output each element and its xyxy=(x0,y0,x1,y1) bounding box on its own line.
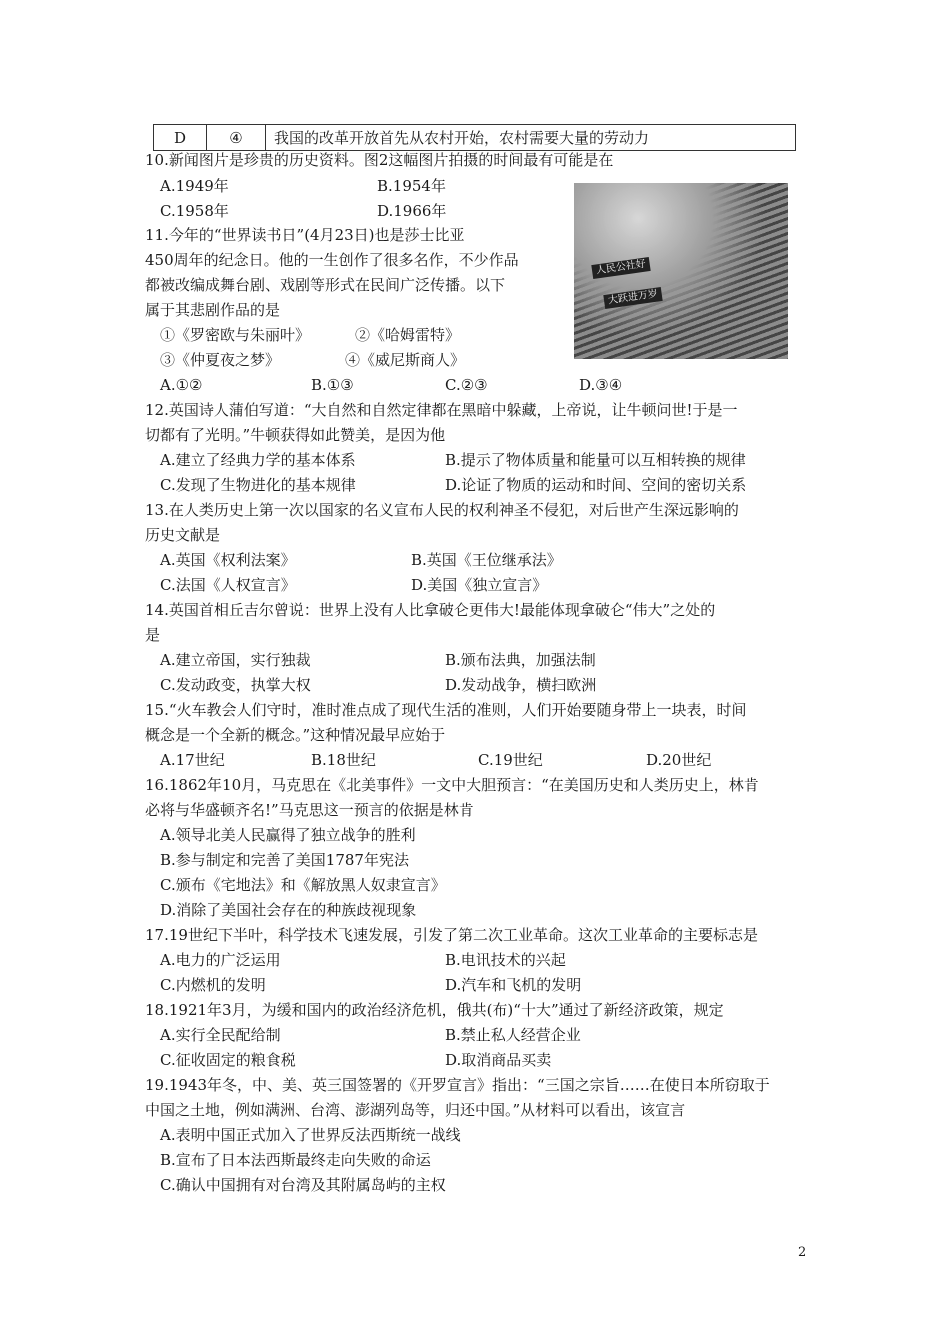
option-d: D.20世纪 xyxy=(646,751,712,769)
question-16-stem: 必将与华盛顿齐名!”马克思这一预言的依据是林肯 xyxy=(145,801,474,819)
option-d: D.消除了美国社会存在的种族歧视现象 xyxy=(160,901,417,919)
table-row xyxy=(154,125,796,151)
option-b: B.英国《王位继承法》 xyxy=(411,551,562,569)
question-19-stem: 19.1943年冬，中、美、英三国签署的《开罗宣言》指出：“三国之宗旨……在使日本所窃取于 xyxy=(145,1076,770,1094)
option-b: B.宣布了日本法西斯最终走向失败的命运 xyxy=(160,1151,431,1169)
question-13-stem: 13.在人类历史上第一次以国家的名义宣布人民的权利神圣不侵犯，对后世产生深远影响的 xyxy=(145,501,739,519)
option-d: D.美国《独立宣言》 xyxy=(411,576,548,594)
option-a: A.17世纪 xyxy=(160,751,225,769)
option-c: C.发现了生物进化的基本规律 xyxy=(160,476,356,494)
option-b: B.18世纪 xyxy=(311,751,376,769)
option-c: C.确认中国拥有对台湾及其附属岛屿的主权 xyxy=(160,1176,446,1194)
option-c: C.颁布《宅地法》和《解放黑人奴隶宣言》 xyxy=(160,876,446,894)
option-b: B.电讯技术的兴起 xyxy=(445,951,566,969)
option-b: B.①③ xyxy=(311,376,354,394)
option-a: A.建立帝国，实行独裁 xyxy=(160,651,311,669)
question-10-stem: 10.新闻图片是珍贵的历史资料。图2这幅图片拍摄的时间最有可能是在 xyxy=(145,151,614,169)
table-cell-text: 我国的改革开放首先从农村开始，农村需要大量的劳动力 xyxy=(266,125,796,151)
news-photo-figure-2 xyxy=(574,183,788,359)
choice-item: ③《仲夏夜之梦》 xyxy=(160,351,281,369)
option-d: D.③④ xyxy=(579,376,623,394)
option-a: A.建立了经典力学的基本体系 xyxy=(160,451,356,469)
question-11-stem: 450周年的纪念日。他的一生创作了很多名作，不少作品 xyxy=(145,251,519,269)
option-a: A.①② xyxy=(160,376,203,394)
choice-item: ④《威尼斯商人》 xyxy=(345,351,466,369)
photo-banner: 大跃进万岁 xyxy=(603,287,662,309)
option-a: A.表明中国正式加入了世界反法西斯统一战线 xyxy=(160,1126,461,1144)
choice-item: ②《哈姆雷特》 xyxy=(355,326,461,344)
question-18-stem: 18.1921年3月，为缓和国内的政治经济危机，俄共(布)“十大”通过了新经济政策，规定 xyxy=(145,1001,724,1019)
question-15-stem: 15.“火车教会人们守时，准时准点成了现代生活的准则，人们开始要随身带上一块表，时间 xyxy=(145,701,747,719)
table-cell-number: ④ xyxy=(207,125,266,151)
question-15-stem: 概念是一个全新的概念。”这种情况最早应始于 xyxy=(145,726,446,744)
question-14-stem: 14.英国首相丘吉尔曾说：世界上没有人比拿破仑更伟大!最能体现拿破仑“伟大”之处的 xyxy=(145,601,716,619)
option-a: A.1949年 xyxy=(160,177,229,195)
option-b: B.参与制定和完善了美国1787年宪法 xyxy=(160,851,409,869)
option-c: C.征收固定的粮食税 xyxy=(160,1051,296,1069)
option-c: C.19世纪 xyxy=(478,751,543,769)
question-13-stem: 历史文献是 xyxy=(145,526,221,544)
table-cell-label: D xyxy=(154,125,207,151)
question-11-stem: 都被改编成舞台剧、戏剧等形式在民间广泛传播。以下 xyxy=(145,276,506,294)
option-c: C.内燃机的发明 xyxy=(160,976,266,994)
option-c: C.发动政变，执掌大权 xyxy=(160,676,311,694)
option-a: A.电力的广泛运用 xyxy=(160,951,281,969)
answer-table xyxy=(153,124,796,151)
question-12-stem: 切都有了光明。”牛顿获得如此赞美，是因为他 xyxy=(145,426,446,444)
question-12-stem: 12.英国诗人蒲伯写道：“大自然和自然定律都在黑暗中躲藏，上帝说，让牛顿问世!于是一 xyxy=(145,401,738,419)
question-17-stem: 17.19世纪下半叶，科学技术飞速发展，引发了第二次工业革命。这次工业革命的主要标志是 xyxy=(145,926,758,944)
option-a: A.实行全民配给制 xyxy=(160,1026,281,1044)
option-a: A.英国《权利法案》 xyxy=(160,551,296,569)
option-b: B.颁布法典，加强法制 xyxy=(445,651,596,669)
option-c: C.1958年 xyxy=(160,202,229,220)
option-c: C.②③ xyxy=(445,376,488,394)
question-16-stem: 16.1862年10月，马克思在《北美事件》一文中大胆预言：“在美国历史和人类历史上，林肯 xyxy=(145,776,759,794)
question-14-stem: 是 xyxy=(145,626,161,644)
option-c: C.法国《人权宣言》 xyxy=(160,576,296,594)
option-d: D.取消商品买卖 xyxy=(445,1051,552,1069)
option-b: B.禁止私人经营企业 xyxy=(445,1026,581,1044)
option-d: D.发动战争，横扫欧洲 xyxy=(445,676,597,694)
option-d: D.汽车和飞机的发明 xyxy=(445,976,582,994)
option-d: D.论证了物质的运动和时间、空间的密切关系 xyxy=(445,476,747,494)
question-19-stem: 中国之土地，例如满洲、台湾、澎湖列岛等，归还中国。”从材料可以看出，该宣言 xyxy=(145,1101,686,1119)
question-11-stem: 11.今年的“世界读书日”(4月23日)也是莎士比亚 xyxy=(145,226,465,244)
photo-banner: 人民公社好 xyxy=(591,257,650,279)
option-b: B.提示了物体质量和能量可以互相转换的规律 xyxy=(445,451,746,469)
option-b: B.1954年 xyxy=(377,177,446,195)
choice-item: ①《罗密欧与朱丽叶》 xyxy=(160,326,311,344)
page-number: 2 xyxy=(798,1245,807,1260)
option-d: D.1966年 xyxy=(377,202,447,220)
question-11-stem: 属于其悲剧作品的是 xyxy=(145,301,281,319)
option-a: A.领导北美人民赢得了独立战争的胜利 xyxy=(160,826,416,844)
